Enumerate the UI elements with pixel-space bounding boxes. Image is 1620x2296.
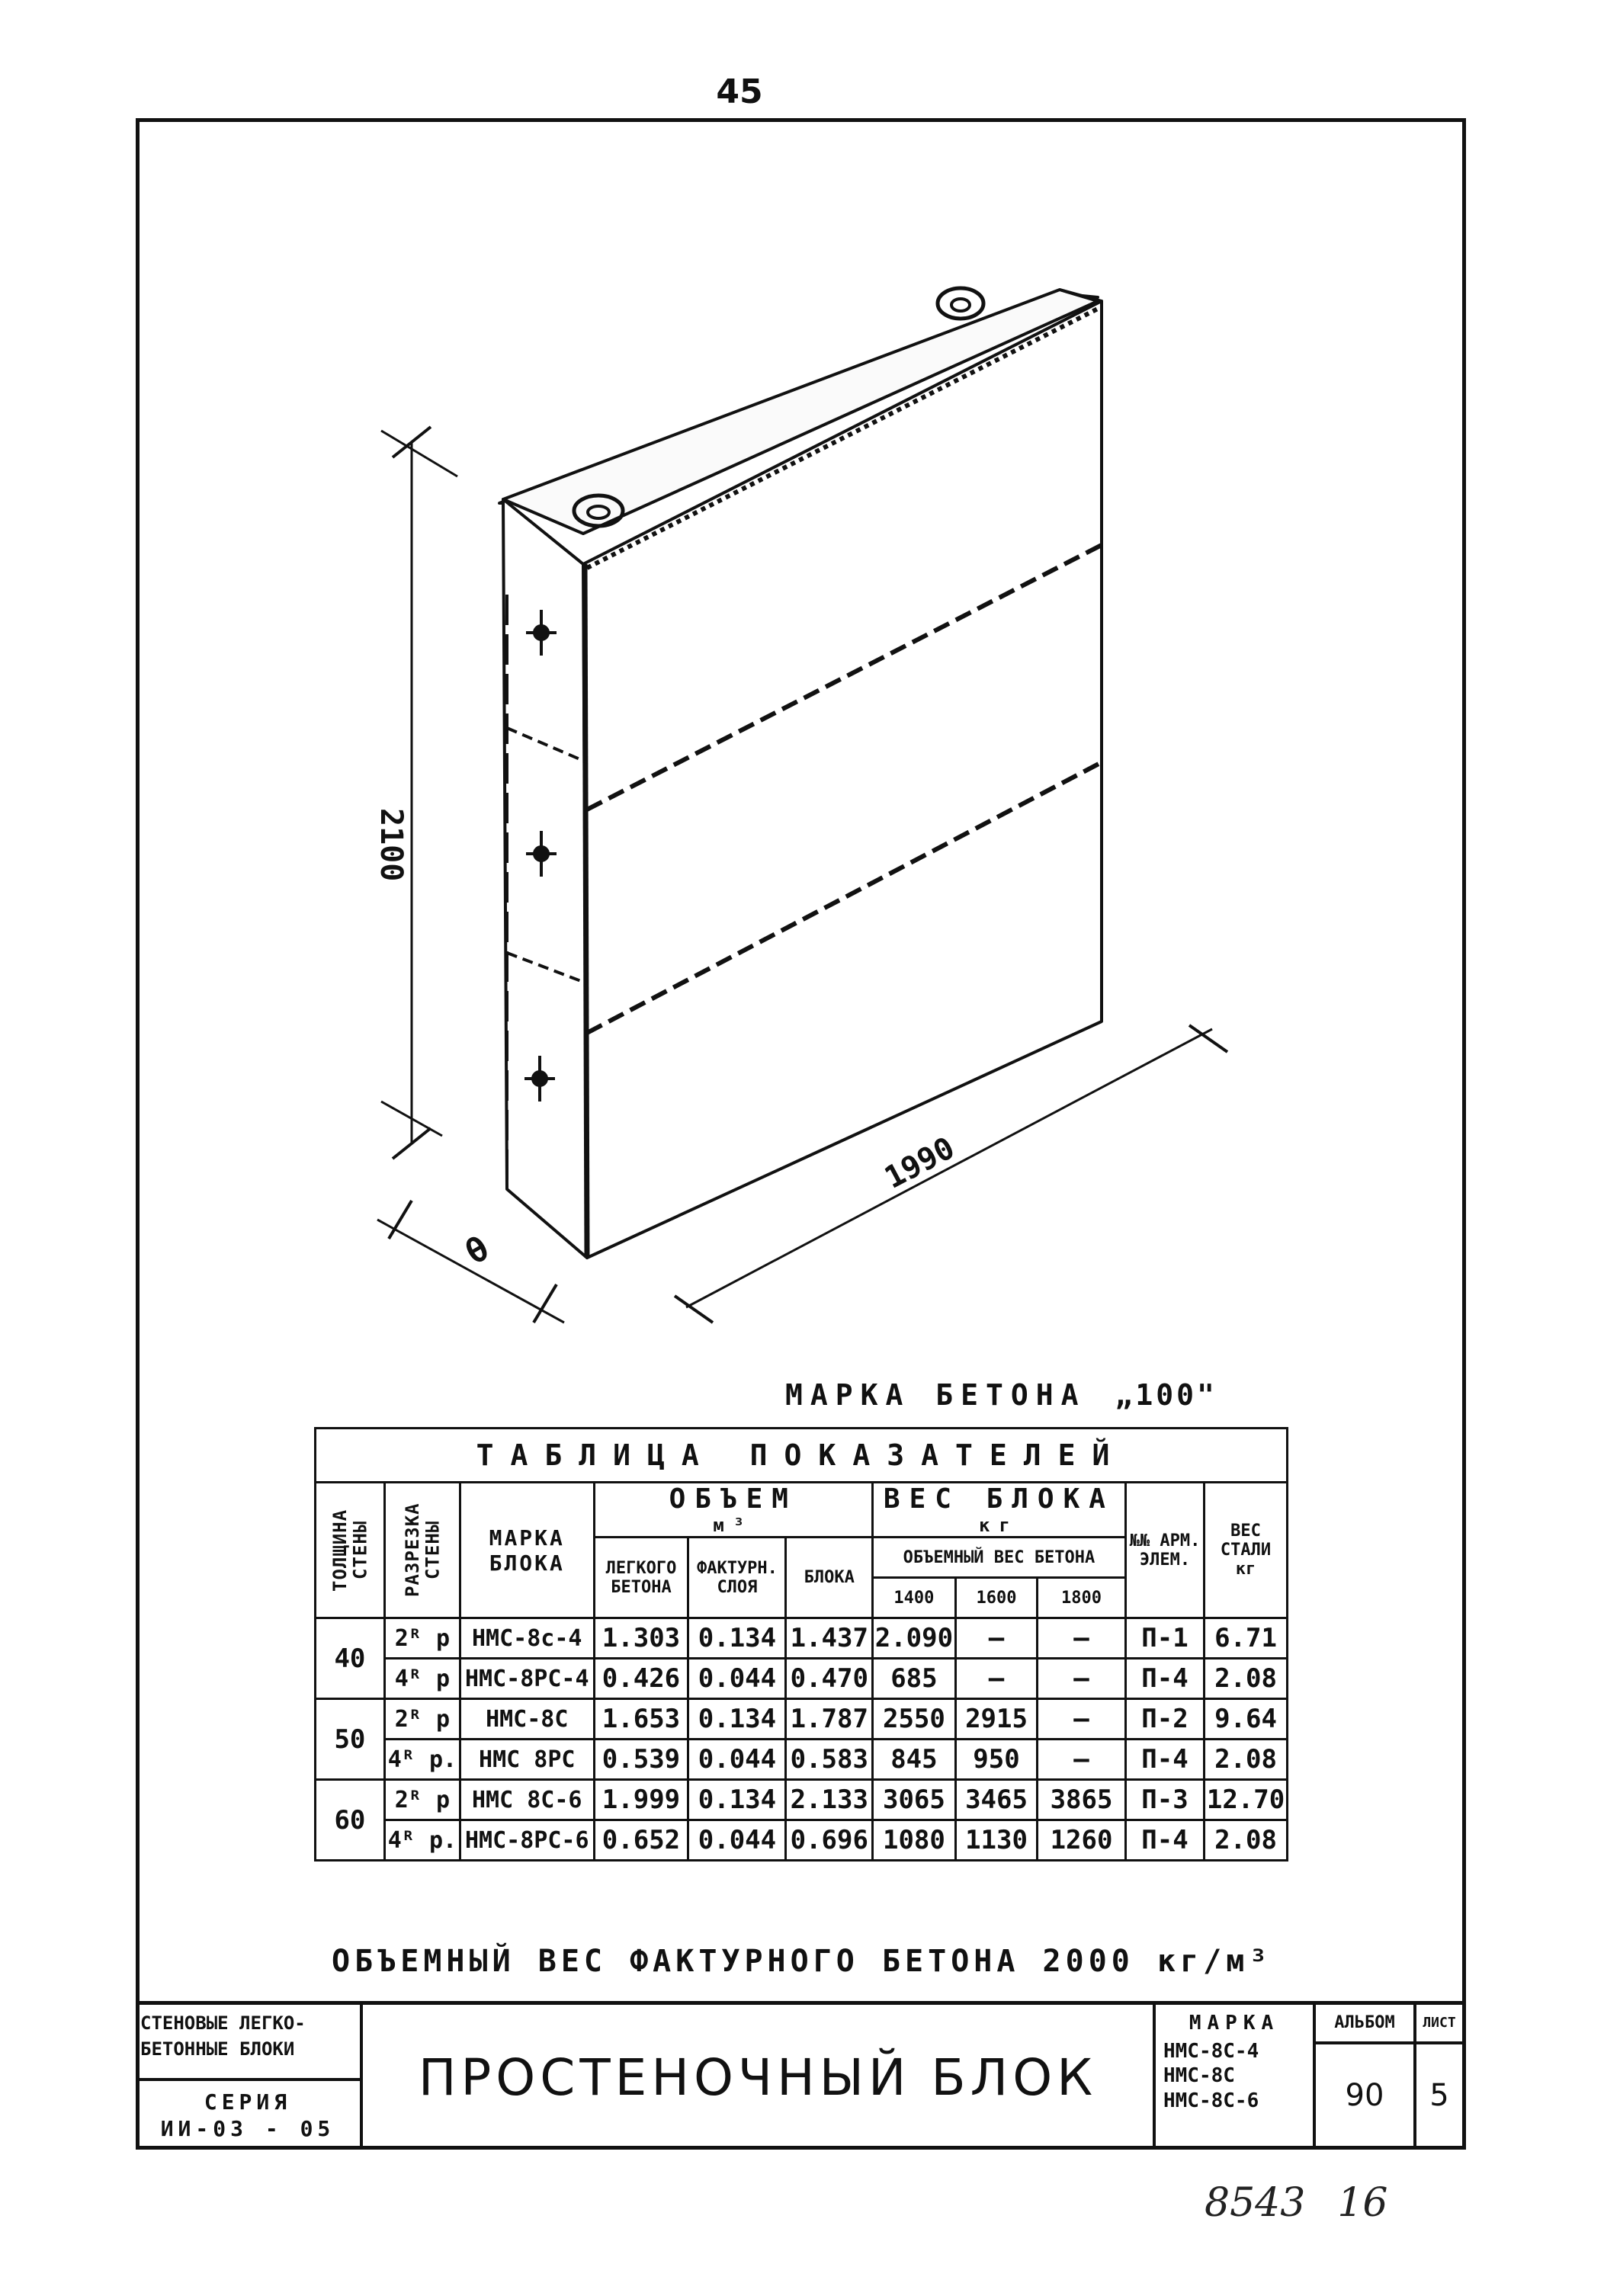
cell-w1800: — [1038, 1618, 1126, 1659]
cell-v-block: 0.696 [786, 1820, 873, 1861]
table-row [316, 1618, 1288, 1659]
cell-w1400: 685 [873, 1659, 956, 1699]
cell-arm: П-4 [1125, 1659, 1204, 1699]
cell-w1400: 1080 [873, 1820, 956, 1861]
cell-cut: 4ᴿ р. [384, 1820, 460, 1861]
header-lightweight-concrete: ЛЕГКОГО БЕТОНА [594, 1538, 688, 1618]
page-number: 45 [716, 72, 763, 111]
cell-thickness: 60 [316, 1780, 385, 1861]
table-row [316, 1699, 1288, 1740]
cell-v-light: 1.653 [594, 1699, 688, 1740]
cell-w1600: — [955, 1659, 1037, 1699]
bulk-density-note: ОБЪЕМНЫЙ ВЕС ФАКТУРНОГО БЕТОНА 2000 кг/м³ [332, 1944, 1272, 1979]
mark-3: НМС-8С-6 [1163, 2089, 1259, 2112]
cell-v-facing: 0.134 [688, 1699, 786, 1740]
cell-v-facing: 0.044 [688, 1659, 786, 1699]
table-title: ТАБЛИЦА ПОКАЗАТЕЛЕЙ [316, 1429, 1288, 1483]
mark-1: НМС-8С-4 [1163, 2039, 1259, 2063]
album-label: АЛЬБОМ [1316, 2005, 1413, 2044]
cell-w1600: 3465 [955, 1780, 1037, 1820]
header-rebar-no: №№ АРМ. ЭЛЕМ. [1125, 1483, 1204, 1618]
cell-w1400: 3065 [873, 1780, 956, 1820]
header-density-1: 1400 [873, 1578, 956, 1618]
mark-2: НМС-8С [1163, 2064, 1235, 2087]
header-wall-cut: РАЗРЕЗКА СТЕНЫ [384, 1483, 460, 1618]
cell-v-block: 1.787 [786, 1699, 873, 1740]
header-density-2: 1600 [955, 1578, 1037, 1618]
cell-arm: П-4 [1125, 1820, 1204, 1861]
cell-w1400: 2.090 [873, 1618, 956, 1659]
cell-mark: НМС-8РС-6 [460, 1820, 594, 1861]
cell-cut: 2ᴿ р [384, 1699, 460, 1740]
cell-steel: 2.08 [1205, 1740, 1288, 1780]
dim-height-label: 2100 [374, 808, 409, 882]
cell-v-facing: 0.134 [688, 1780, 786, 1820]
series-description: СТЕНОВЫЕ ЛЕГКО- БЕТОННЫЕ БЛОКИ [136, 2005, 360, 2081]
cell-v-light: 1.999 [594, 1780, 688, 1820]
title-block [136, 2001, 1466, 2150]
dim-depth-label: θ [459, 1229, 496, 1273]
album-cell [1316, 2005, 1416, 2150]
handwritten-number-1: 8543 [1205, 2180, 1306, 2226]
cell-v-light: 0.426 [594, 1659, 688, 1699]
cell-steel: 12.70 [1205, 1780, 1288, 1820]
cell-v-facing: 0.044 [688, 1740, 786, 1780]
cell-v-facing: 0.044 [688, 1820, 786, 1861]
cell-v-light: 1.303 [594, 1618, 688, 1659]
album-value: 90 [1345, 2078, 1384, 2113]
cell-steel: 2.08 [1205, 1820, 1288, 1861]
cell-mark: НМС-8С [460, 1699, 594, 1740]
cell-w1400: 2550 [873, 1699, 956, 1740]
cell-v-block: 0.470 [786, 1659, 873, 1699]
cell-mark: НМС 8РС [460, 1740, 594, 1780]
sheet-value: 5 [1429, 2078, 1449, 2113]
cell-thickness: 50 [316, 1699, 385, 1780]
header-facing-layer: ФАКТУРН. СЛОЯ [688, 1538, 786, 1618]
cell-w1600: — [955, 1618, 1037, 1659]
marks-cell: МАРКА НМС-8С-4 НМС-8С НМС-8С-6 [1156, 2005, 1316, 2150]
cell-w1600: 2915 [955, 1699, 1037, 1740]
cell-cut: 4ᴿ р [384, 1659, 460, 1699]
cell-w1800: 3865 [1038, 1780, 1126, 1820]
cell-w1400: 845 [873, 1740, 956, 1780]
cell-v-facing: 0.134 [688, 1618, 786, 1659]
drawing-title: ПРОСТЕНОЧНЫЙ БЛОК [363, 2005, 1156, 2150]
header-block: БЛОКА [786, 1538, 873, 1618]
cell-arm: П-2 [1125, 1699, 1204, 1740]
cell-steel: 9.64 [1205, 1699, 1288, 1740]
handwritten-numbers [1205, 2180, 1420, 2226]
handwritten-number-2: 16 [1337, 2180, 1388, 2226]
concrete-grade [785, 1378, 1217, 1412]
header-block-mark: МАРКА БЛОКА [460, 1483, 594, 1618]
sheet-cell [1416, 2005, 1462, 2150]
indicators-table [314, 1427, 1288, 1861]
header-steel-weight: ВЕС СТАЛИ кг [1205, 1483, 1288, 1618]
cell-arm: П-4 [1125, 1740, 1204, 1780]
dim-length-label: 1990 [879, 1130, 961, 1196]
cell-w1800: — [1038, 1740, 1126, 1780]
cell-arm: П-3 [1125, 1780, 1204, 1820]
cell-w1800: — [1038, 1659, 1126, 1699]
series-code: СЕРИЯ ИИ-03 - 05 [160, 2089, 335, 2141]
cell-w1600: 950 [955, 1740, 1037, 1780]
header-bulk-density: ОБЪЕМНЫЙ ВЕС БЕТОНА [873, 1538, 1126, 1578]
table-row [316, 1659, 1288, 1699]
cell-v-block: 1.437 [786, 1618, 873, 1659]
header-volume: ОБЪЕМ м³ [594, 1483, 873, 1538]
cell-w1800: 1260 [1038, 1820, 1126, 1861]
cell-w1800: — [1038, 1699, 1126, 1740]
cell-v-block: 2.133 [786, 1780, 873, 1820]
cell-arm: П-1 [1125, 1618, 1204, 1659]
cell-v-light: 0.539 [594, 1740, 688, 1780]
cell-v-block: 0.583 [786, 1740, 873, 1780]
cell-cut: 2ᴿ р [384, 1780, 460, 1820]
concrete-grade-value: „100" [1115, 1378, 1217, 1412]
header-wall-thickness: ТОЛЩИНА СТЕНЫ [316, 1483, 385, 1618]
table-row [316, 1820, 1288, 1861]
cell-cut: 4ᴿ р. [384, 1740, 460, 1780]
cell-w1600: 1130 [955, 1820, 1037, 1861]
header-density-3: 1800 [1038, 1578, 1126, 1618]
cell-mark: НМС 8С-6 [460, 1780, 594, 1820]
sheet-label: ЛИСТ [1416, 2005, 1462, 2044]
concrete-grade-label: МАРКА БЕТОНА [785, 1378, 1086, 1412]
series-cell [136, 2005, 363, 2150]
header-block-weight: ВЕС БЛОКА кг [873, 1483, 1126, 1538]
cell-mark: НМС-8РС-4 [460, 1659, 594, 1699]
table-row [316, 1740, 1288, 1780]
cell-mark: НМС-8с-4 [460, 1618, 594, 1659]
cell-v-light: 0.652 [594, 1820, 688, 1861]
cell-steel: 2.08 [1205, 1659, 1288, 1699]
cell-steel: 6.71 [1205, 1618, 1288, 1659]
table-row [316, 1780, 1288, 1820]
cell-thickness: 40 [316, 1618, 385, 1699]
cell-cut: 2ᴿ р [384, 1618, 460, 1659]
